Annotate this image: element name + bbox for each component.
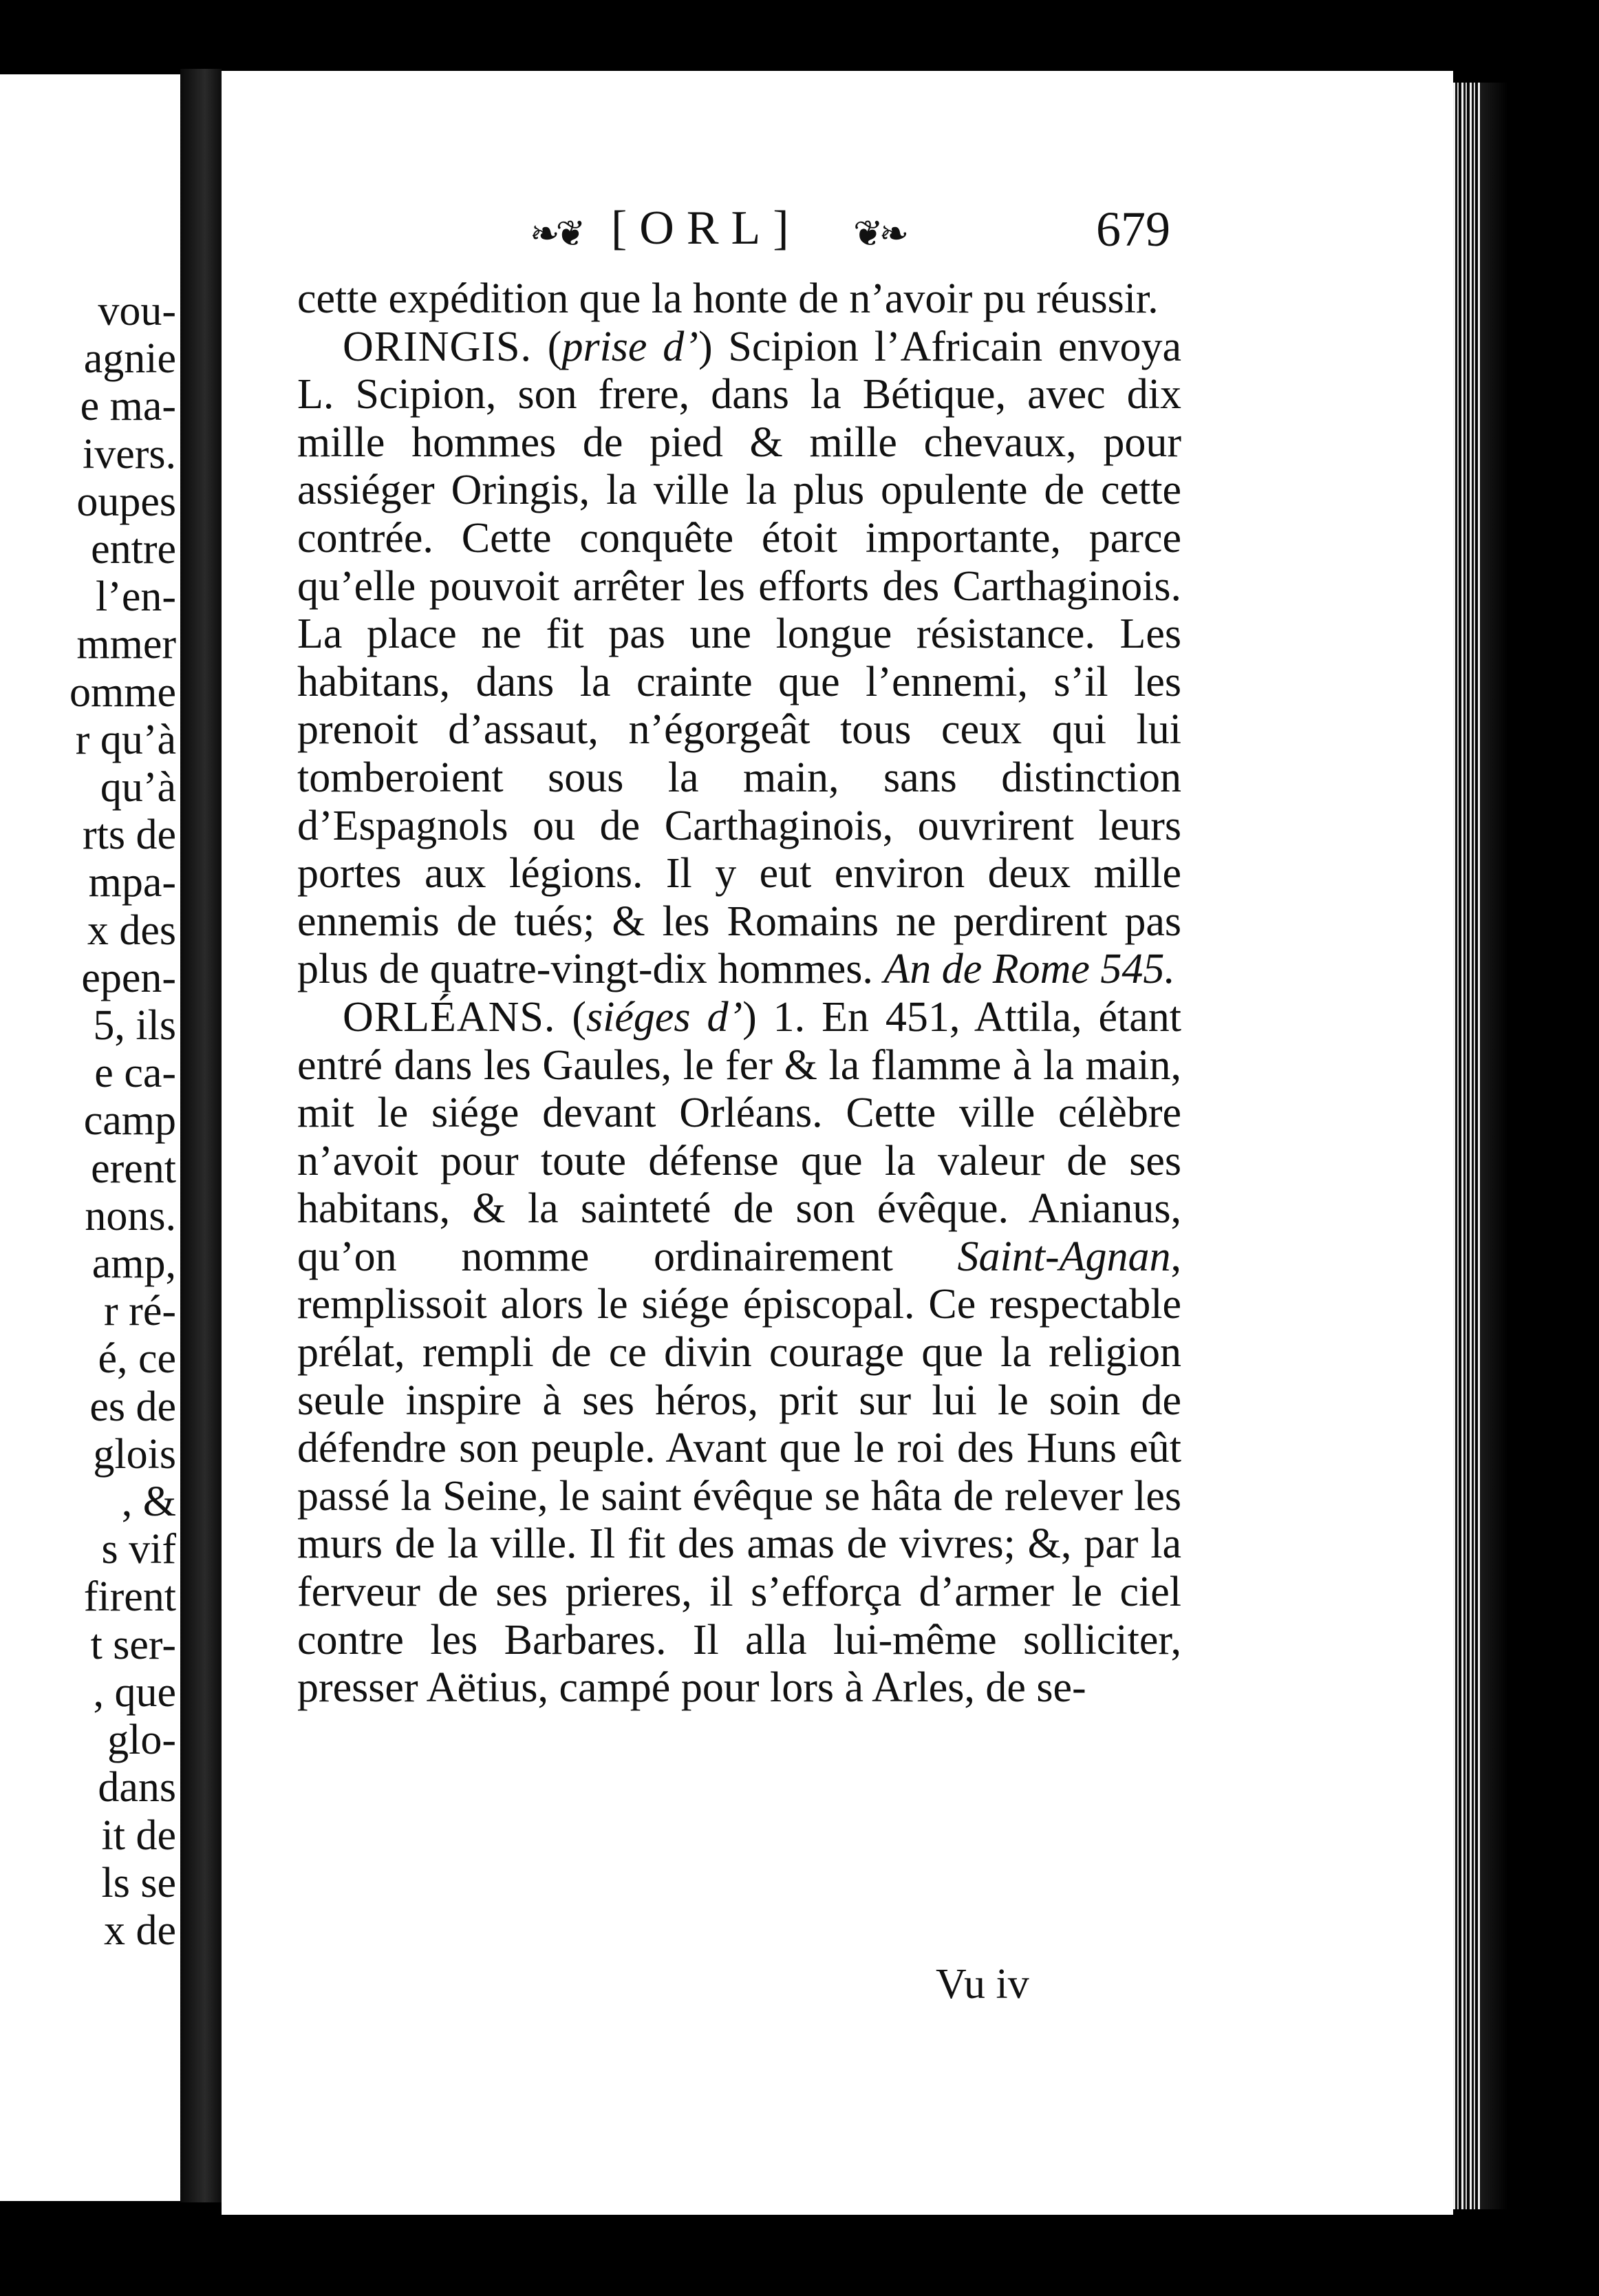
left-page-line: camp: [83, 1097, 176, 1145]
left-page: [0, 74, 184, 2201]
left-page-line: x des: [87, 906, 176, 954]
left-page-line: agnie: [83, 335, 176, 383]
entry-qualifier: prise d’: [561, 323, 698, 370]
left-page-line: ivers.: [82, 430, 176, 478]
entry-heading: ORINGIS.: [343, 323, 532, 370]
entry-qualifier: siéges d’: [586, 993, 743, 1041]
left-page-line: 5, ils: [93, 1002, 176, 1050]
left-page-line: glo-: [107, 1716, 176, 1764]
left-page-line: , que: [93, 1668, 176, 1716]
left-page-line: e ca-: [94, 1050, 176, 1097]
main-text: [297, 275, 1181, 1712]
left-page-line: rts de: [82, 811, 176, 859]
left-page-line: mpa-: [88, 859, 176, 906]
left-page-line: it de: [101, 1811, 176, 1859]
left-page-line: qu’à: [100, 764, 176, 811]
left-page-line: l’en-: [95, 573, 176, 621]
left-page-line: dans: [98, 1764, 176, 1811]
left-page-line: es de: [89, 1383, 176, 1430]
entry-date: An de Rome 545.: [883, 946, 1175, 993]
left-page-line: r qu’à: [75, 716, 176, 763]
ornament-left-icon: ❧❦: [530, 215, 582, 254]
left-page-line: e ma-: [80, 383, 176, 430]
entry-text: Scipion l’Africain envoya L. Scipion, son frere, dans la Bétique, avec dix mille hommes de pied & mille chevaux, pour assiéger Oringis, la ville la plus opulente de cette contrée. Cette conquête étoit importante, parce qu’elle pouvoit arrêter les efforts des Carthaginois. La place ne fit pas une longue résistance. Les habitans, dans la crainte que l’ennemi, s’il les prenoit d’assaut, n’égorgeât tous ceux qui lui tomberoient sous la main, sans distinction d’Espagnols ou de Carthaginois, ouvrirent leurs portes aux légions. Il y eut environ deux mille ennemis de tués; & les Romains ne perdirent pas plus de quatre-vingt-dix hommes.: [297, 323, 1182, 993]
page-edges: [1453, 83, 1508, 2209]
running-head: [530, 201, 1190, 263]
left-page-line: s vif: [101, 1526, 176, 1573]
left-page-line: ls se: [101, 1859, 176, 1906]
left-page-line: glois: [93, 1430, 176, 1478]
left-page-line: vou-: [98, 288, 176, 334]
saint-name: Saint-Agnan: [957, 1233, 1171, 1280]
left-page-line: erent: [91, 1145, 176, 1192]
left-page-line: , &: [121, 1478, 176, 1526]
left-page-line: epen-: [81, 954, 176, 1001]
left-page-line: x de: [103, 1906, 176, 1954]
entry-text-continued: , remplissoit alors le siége épiscopal. Ce respectable prélat, rempli de ce divin courage que la religion seule inspire à ses héros, prit sur lui le soin de défendre son peuple. Avant que le roi des Huns eût passé la Seine, le saint évêque se hâta de relever les murs de la ville. Il fit des amas de vivres; &, par la ferveur de ses prieres, il s’efforça d’armer le ciel contre les Barbares. Il alla lui-même solliciter, presser Aëtius, campé pour lors à Arles, de se-: [297, 1233, 1181, 1712]
ornament-right-icon: ❦❧: [853, 215, 905, 254]
page-number: 679: [1096, 202, 1170, 257]
left-page-line: firent: [83, 1573, 176, 1621]
entry-text: 1. En 451, Attila, étant entré dans les Gaules, le fer & la flamme à la main, mit le siége devant Orléans. Cette ville célèbre n’avoit pour toute défense que la valeur de ses habitans, & la sainteté de son évêque. Anianus, qu’on nomme ordinairement: [297, 993, 1182, 1280]
signature-mark: Vu iv: [936, 1961, 1029, 2008]
entry-orleans: ORLÉANS. (siéges d’) 1. En 451, Attila, étant entré dans les Gaules, le fer & la flamme à la main, mit le siége devant Orléans. Cette ville célèbre n’avoit pour toute défense que la valeur de ses habitans, & la sainteté de son évêque. Anianus, qu’on nomme ordinairement Saint-Agnan, remplissoit alors le siége épiscopal. Ce respectable prélat, rempli de ce divin courage que la religion seule inspire à ses héros, prit sur lui le soin de défendre son peuple. Avant que le roi des Huns eût passé la Seine, le saint évêque se hâta de relever les murs de la ville. Il fit des amas de vivres; &, par la ferveur de ses prieres, il s’efforça d’armer le ciel contre les Barbares. Il alla lui-même solliciter, presser Aëtius, campé pour lors à Arles, de se-: [297, 993, 1182, 1712]
paragraph-continuation: cette expédition que la honte de n’avoir pu réussir.: [297, 275, 1159, 322]
entry-oringis: ORINGIS. (prise d’) Scipion l’Africain envoya L. Scipion, son frere, dans la Bétique, avec dix mille hommes de pied & mille chevaux, pour assiéger Oringis, la ville la plus opulente de cette contrée. Cette conquête étoit importante, parce qu’elle pouvoit arrêter les efforts des Carthaginois. La place ne fit pas une longue résistance. Les habitans, dans la crainte que l’ennemi, s’il les prenoit d’assaut, n’égorgeât tous ceux qui lui tomberoient sous la main, sans distinction d’Espagnols ou de Carthaginois, ouvrirent leurs portes aux légions. Il y eut environ deux mille ennemis de tués; & les Romains ne perdirent pas plus de quatre-vingt-dix hommes. An de Rome 545.: [297, 323, 1182, 993]
left-page-line: é, ce: [98, 1335, 176, 1383]
left-page-line: oupes: [76, 478, 176, 525]
left-page-line: r ré-: [104, 1288, 176, 1335]
entry-heading: ORLÉANS.: [343, 993, 556, 1041]
left-page-line: mmer: [76, 621, 176, 668]
book-gutter: [180, 69, 222, 2202]
left-page-line: nons.: [85, 1192, 176, 1240]
left-page-text: [69, 288, 176, 1955]
left-page-line: entre: [91, 526, 176, 573]
left-page-line: omme: [69, 668, 176, 716]
left-page-line: amp,: [92, 1240, 176, 1288]
running-head-title: [ORL]: [611, 202, 802, 255]
left-page-line: t ser-: [90, 1621, 176, 1668]
